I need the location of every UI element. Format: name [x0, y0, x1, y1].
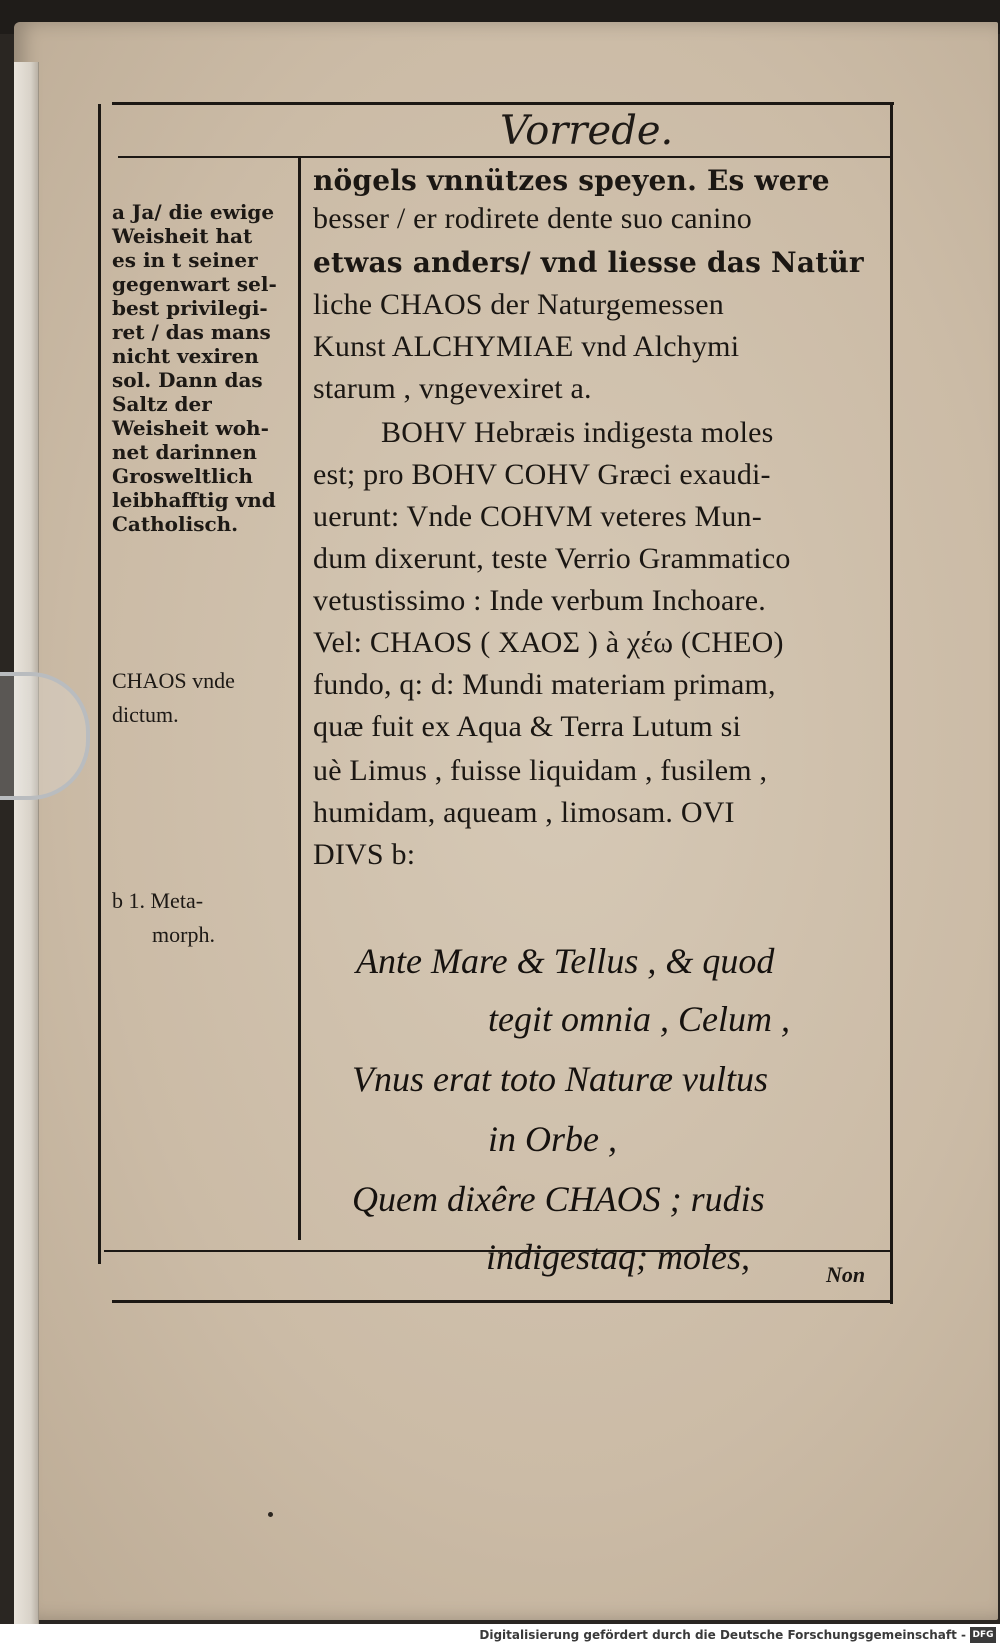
margin-note-line: Catholisch. — [112, 512, 239, 536]
text-line: dum dixerunt, teste Verrio Grammatico — [313, 542, 791, 575]
margin-note-line: CHAOS vnde — [112, 668, 235, 693]
text-line: uè Limus , fuisse liquidam , fusilem , — [313, 754, 768, 787]
margin-note-line: best privilegi- — [112, 296, 268, 320]
margin-note-line: morph. — [152, 922, 215, 947]
text-line: nögels vnnützes speyen. Es were — [313, 164, 830, 197]
poem-line: in Orbe , — [488, 1119, 617, 1159]
text-line: Vel: CHAOS ( ΧΑΟΣ ) à χέω (CHEO) — [313, 626, 784, 659]
text-line: quæ fuit ex Aqua & Terra Lutum si — [313, 710, 742, 743]
text-line: fundo, q: d: Mundi materiam primam, — [313, 668, 776, 701]
ink-speck — [268, 1512, 273, 1517]
text-line: vetustissimo : Inde verbum Inchoare. — [313, 584, 766, 617]
poem-line: indigestaq; moles, — [486, 1237, 750, 1277]
poem-line: tegit omnia , Celum , — [488, 999, 790, 1039]
margin-note-line: nicht vexiren — [112, 344, 259, 368]
catchword: Non — [826, 1262, 866, 1287]
margin-note-b — [112, 884, 302, 952]
text-line: Kunst ALCHYMIAE vnd Alchymi — [313, 330, 740, 363]
margin-note-line: b 1. Meta- — [112, 888, 204, 913]
text-line: BOHV Hebræis indigesta moles — [381, 416, 774, 449]
dfg-logo: DFG — [970, 1627, 996, 1643]
text-line: liche CHAOS der Naturgemessen — [313, 288, 724, 321]
margin-note-line: ret / das mans — [112, 320, 271, 344]
margin-note-line: es in t seiner — [112, 248, 258, 272]
left-border-rule — [98, 104, 101, 1264]
margin-note-line: Grosweltlich — [112, 464, 253, 488]
margin-note-line: Weisheit hat — [112, 224, 253, 248]
text-line: DIVS b: — [313, 838, 416, 871]
text-line: uerunt: Vnde COHVM veteres Mun- — [313, 500, 762, 533]
text-line: est; pro BOHV COHV Græci exaudi- — [313, 458, 771, 491]
text-line: etwas anders/ vnd liesse das Natür — [313, 246, 864, 279]
poem-line: Quem dixêre CHAOS ; rudis — [352, 1179, 765, 1219]
margin-note-line: dictum. — [112, 702, 179, 727]
page-binding-strip — [14, 62, 39, 1632]
page-header-title: Vorrede. — [500, 108, 674, 154]
footer-credit-text: Digitalisierung gefördert durch die Deutsche Forschungsgemeinschaft - — [479, 1628, 966, 1642]
margin-note-line: Saltz der — [112, 392, 212, 416]
text-line: besser / er rodirete dente suo canino — [313, 202, 752, 235]
digitization-footer — [0, 1624, 1000, 1649]
margin-note-line: a Ja/ die ewige — [112, 200, 275, 224]
page-clip — [0, 672, 90, 800]
right-border-rule — [890, 104, 893, 1304]
footer-rule — [112, 1300, 890, 1303]
margin-note-line: Weisheit woh- — [112, 416, 269, 440]
poem-line: Ante Mare & Tellus , & quod — [356, 941, 775, 981]
poem-line: Vnus erat toto Naturæ vultus — [352, 1059, 769, 1099]
text-line: starum , vngevexiret a. — [313, 372, 592, 405]
margin-note-chaos — [112, 664, 302, 732]
margin-note-a — [112, 200, 302, 536]
text-line: humidam, aqueam , limosam. OVI — [313, 796, 735, 829]
top-border-rule — [112, 102, 894, 105]
margin-note-line: net darinnen — [112, 440, 257, 464]
margin-note-line: leibhafftig vnd — [112, 488, 276, 512]
margin-note-line: sol. Dann das — [112, 368, 263, 392]
margin-note-line: gegenwart sel- — [112, 272, 277, 296]
